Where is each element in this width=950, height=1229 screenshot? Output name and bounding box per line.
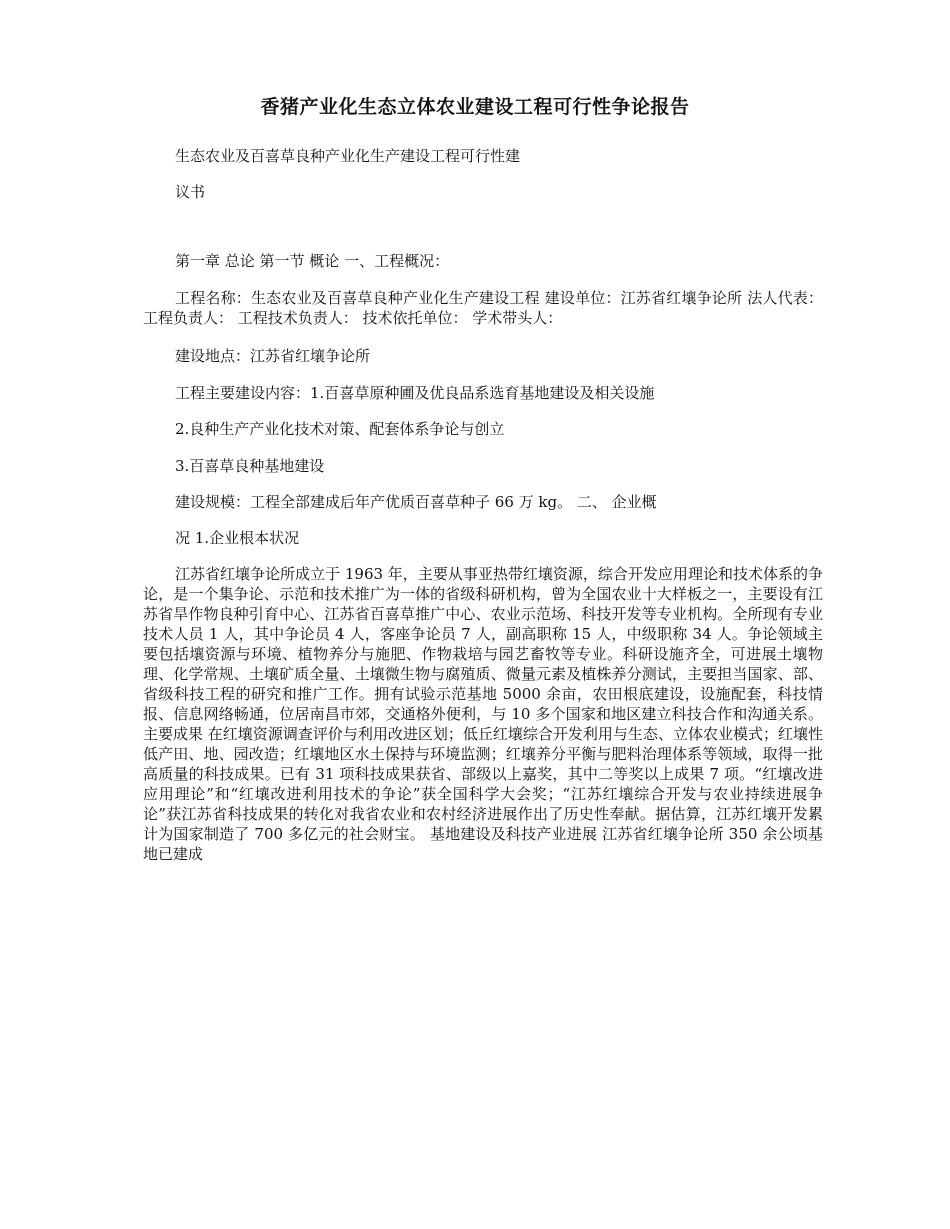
scale-line: 建设规模：工程全部建成后年产优质百喜草种子 66 万 kg。 二、 企业概 [175, 493, 657, 511]
subtitle-line-1: 生态农业及百喜草良种产业化生产建设工程可行性建 [175, 147, 521, 165]
subtitle-line-2: 议书 [175, 183, 206, 201]
project-info-paragraph: 工程名称：生态农业及百喜草良种产业化生产建设工程 建设单位：江苏省红壤争论所 法人代表： 工程负责人： 工程技术负责人： 技术依托单位： 学术带头人： [143, 289, 823, 327]
body-paragraph: 江苏省红壤争论所成立于 1963 年，主要从事亚热带红壤资源，综合开发应用理论和技术体系的争论，是一个集争论、示范和技术推广为一体的省级科研机构，曾为全国农业十大样板之一，主要设有江苏省旱作物良种引育中心、江苏省百喜草推广中心、农业示范场、科技开发等专业机构。全所现有专业技术人员 1 人，其中争论员 4 人，客座争论员 7 人，副高职称 15 人，中级职称 34 人。争论领域主要包括壤资源与环境、植物养分与施肥、作物栽培与园艺畜牧等专业。科研设施齐全，可进展土壤物理、化学常规、土壤矿质全量、土壤微生物与腐殖质、微量元素及植株养分测试，主要担当国家、部、省级科技工程的研究和推广工作。拥有试验示范基地 5000 余亩，农田根底建设，设施配套，科技情报、信息网络畅通，位居南昌市郊，交通格外便利，与 10 多个国家和地区建立科技合作和沟通关系。 主要成果 在红壤资源调查评价与利用改进区划；低丘红壤综合开发利用与生态、立体农业模式；红壤性低产田、地、园改造；红壤地区水土保持与环境监测；红壤养分平衡与肥料治理体系等领域，取得一批高质量的科技成果。已有 31 项科技成果获省、部级以上嘉奖，其中二等奖以上成果 7 项。“红壤改进应用理论”和“红壤改进利用技术的争论”获全国科学大会奖；“江苏红壤综合开发与农业持续进展争论”获江苏省科技成果的转化对我省农业和农村经济进展作出了历史性奉献。据估算，江苏红壤开发累计为国家制造了 700 多亿元的社会财宝。 基地建设及科技产业进展 江苏省红壤争论所 350 余公顷基地已建成 [143, 565, 823, 863]
item-3-line: 3.百喜草良种基地建设 [175, 457, 325, 475]
item-2-line: 2.良种生产产业化技术对策、配套体系争论与创立 [175, 420, 505, 438]
main-content-line: 工程主要建设内容：1.百喜草原种圃及优良品系选育基地建设及相关设施 [175, 384, 655, 402]
scale-continuation-line: 况 1.企业根本状况 [175, 529, 300, 547]
chapter-heading: 第一章 总论 第一节 概论 一、工程概况： [175, 252, 450, 270]
document-title: 香猪产业化生态立体农业建设工程可行性争论报告 [260, 96, 690, 118]
location-line: 建设地点：江苏省红壤争论所 [175, 347, 371, 365]
